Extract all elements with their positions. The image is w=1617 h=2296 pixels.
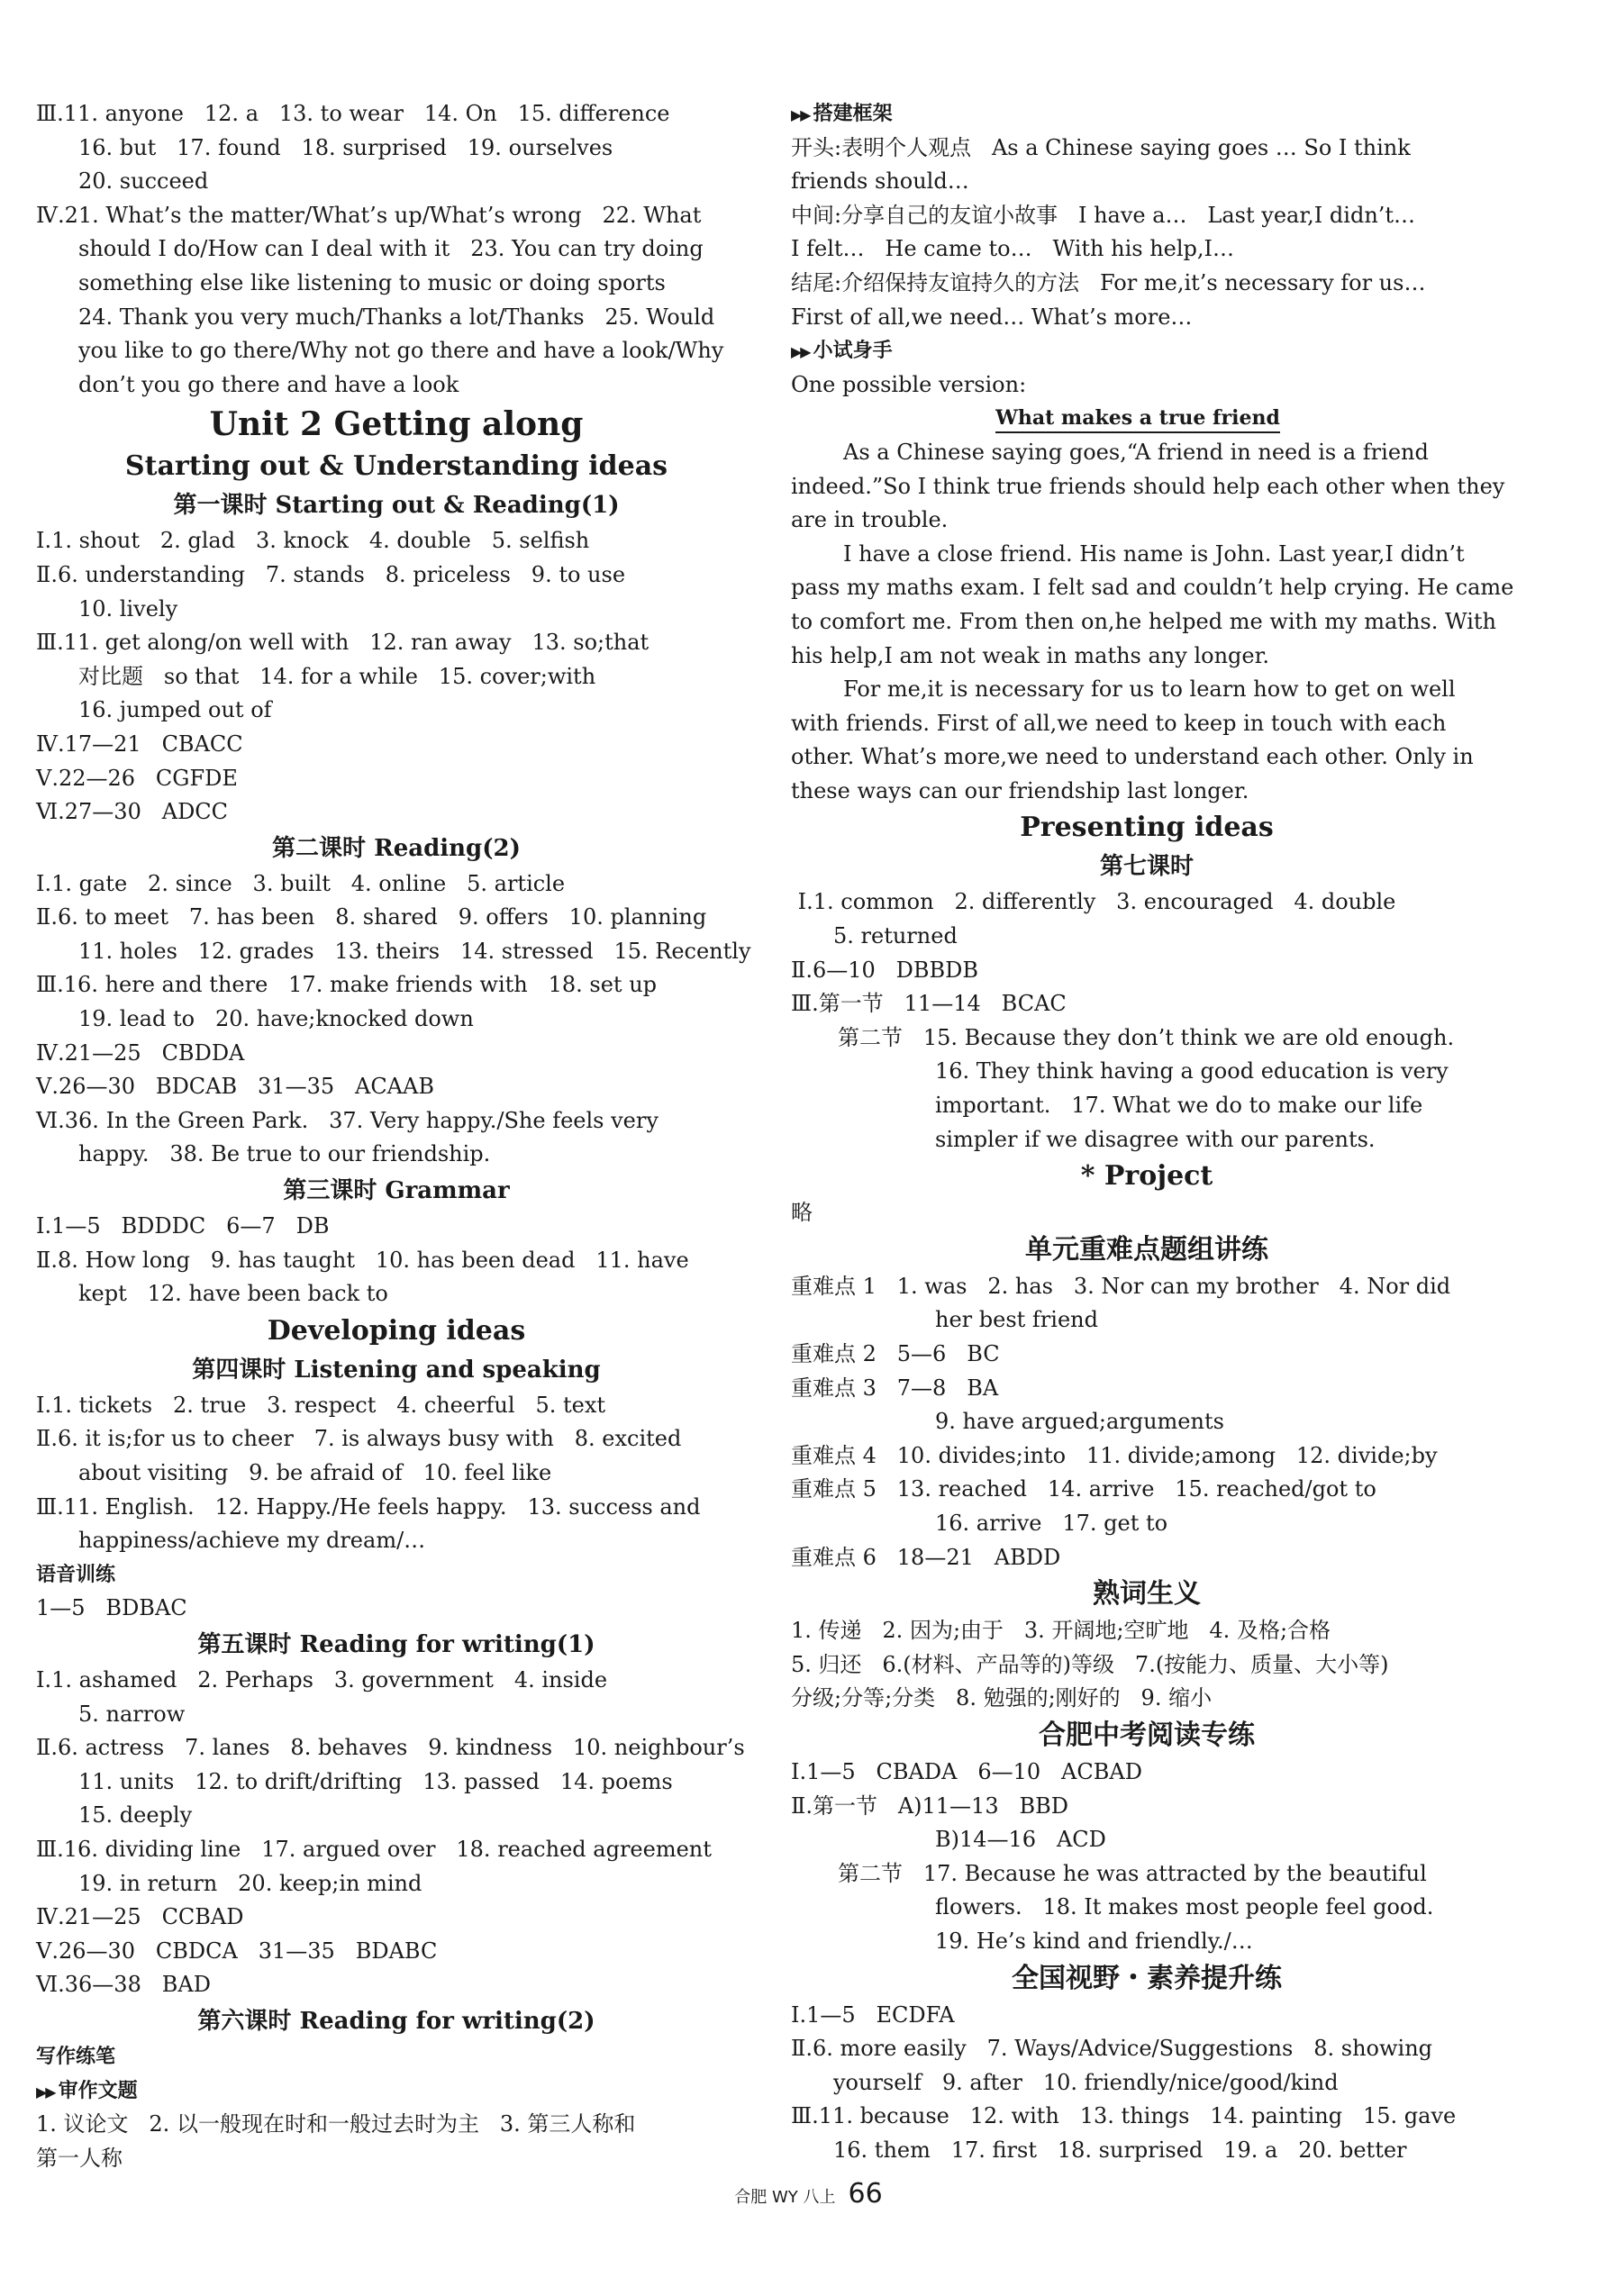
answer-line: 重难点 1 1. was 2. has 3. Nor can my brother 4. Nor did [791, 1273, 1451, 1299]
answer-line: 19. lead to 20. have;knocked down [78, 1006, 474, 1032]
answer-line: 19. He’s kind and friendly./… [935, 1928, 1253, 1954]
answer-line: Ⅱ.6. actress 7. lanes 8. behaves 9. kindness 10. neighbour’s [36, 1735, 745, 1761]
answer-line: I felt… He came to… With his help,I… [791, 236, 1235, 262]
answer-line: Ⅵ.36. In the Green Park. 37. Very happy./She feels very [36, 1107, 659, 1133]
answer-line: 结尾:介绍保持友谊持久的方法 For me,it’s necessary for us… [791, 269, 1426, 295]
answer-line: Ⅴ.22—26 CGFDE [36, 765, 238, 791]
answer-line: 1—5 BDBAC [36, 1595, 187, 1621]
answer-line: 16. They think having a good education is very [935, 1058, 1449, 1084]
answer-line: 16. but 17. found 18. surprised 19. ourselves [78, 134, 613, 160]
answer-line: 重难点 2 5—6 BC [791, 1341, 1000, 1366]
answer-line: 1. 议论文 2. 以一般现在时和一般过去时为主 3. 第三人称和 [36, 2111, 636, 2137]
answer-line: happiness/achieve my dream/… [78, 1528, 426, 1554]
answer-line: Ⅰ.1. gate 2. since 3. built 4. online 5. article [36, 870, 566, 896]
essay-title-text: What makes a true friend [995, 406, 1280, 433]
answer-line: For me,it is necessary for us to learn how to get on well [843, 676, 1456, 703]
subsection-heading-text: 审作文题 [58, 2079, 138, 2102]
answer-line: Ⅰ.1. tickets 2. true 3. respect 4. cheerful 5. text [36, 1392, 606, 1418]
answer-line: Ⅱ.6. to meet 7. has been 8. shared 9. offers 10. planning [36, 904, 707, 930]
answer-line: pass my maths exam. I felt sad and couldn’t help crying. He came [791, 575, 1514, 601]
answer-line: Ⅳ.21. What’s the matter/What’s up/What’s wrong 22. What [36, 202, 702, 228]
answer-line: yourself 9. after 10. friendly/nice/good/kind [833, 2069, 1339, 2095]
answer-line: First of all,we need… What’s more… [791, 304, 1193, 330]
answer-line: his help,I am not weak in maths any longer. [791, 642, 1270, 668]
answer-line: 10. lively [78, 595, 178, 622]
answer-line: Ⅱ.6. more easily 7. Ways/Advice/Suggestions 8. showing [791, 2036, 1433, 2062]
answer-line: you like to go there/Why not go there and have a look/Why [78, 338, 724, 364]
answer-line: 重难点 3 7—8 BA [791, 1375, 999, 1401]
unit-title: Unit 2 Getting along [209, 405, 584, 444]
answer-line: 16. arrive 17. get to [935, 1510, 1168, 1536]
answer-line: Ⅱ.6. understanding 7. stands 8. priceless 9. to use [36, 561, 626, 587]
answer-line: I have a close friend. His name is John. Last year,I didn’t [843, 540, 1465, 567]
lesson-title: 第七课时 [1099, 853, 1194, 881]
answer-line: other. What’s more,we need to understand each other. Only in [791, 744, 1474, 770]
subsection-heading-text: 小试身手 [813, 340, 893, 363]
answer-line: Ⅰ.1—5 BDDDC 6—7 DB [36, 1213, 330, 1239]
practice-heading: 语音训练 [36, 1563, 116, 1586]
lesson-title: 第二课时 Reading(2) [272, 834, 521, 862]
answer-line: 9. have argued;arguments [935, 1409, 1224, 1435]
subsection-heading [791, 334, 1503, 368]
answer-line: to comfort me. From then on,he helped me with my maths. With [791, 608, 1496, 634]
double-arrow-icon: ▶▶ [791, 343, 810, 361]
answer-line: flowers. 18. It makes most people feel good. [935, 1894, 1434, 1920]
answer-line: something else like listening to music or doing sports [78, 269, 666, 295]
section-title: 熟词生义 [1093, 1578, 1201, 1611]
answer-line: friends should… [791, 168, 969, 195]
subsection-heading [36, 2074, 757, 2109]
answer-line: indeed.”So I think true friends should help each other when they [791, 473, 1505, 499]
answer-line: 15. deeply [78, 1802, 193, 1829]
answer-line: As a Chinese saying goes,“A friend in need is a friend [843, 439, 1429, 465]
answer-line: 对比题 so that 14. for a while 15. cover;with [78, 663, 596, 689]
answer-line: Ⅴ.26—30 BDCAB 31—35 ACAAB [36, 1074, 434, 1100]
practice-heading: 写作练笔 [36, 2045, 116, 2068]
answer-line: 24. Thank you very much/Thanks a lot/Thanks 25. Would [78, 304, 715, 330]
answer-line: 分级;分等;分类 8. 勉强的;刚好的 9. 缩小 [791, 1685, 1213, 1711]
answer-line: 16. them 17. first 18. surprised 19. a 20. better [833, 2137, 1407, 2163]
answer-line: Ⅰ.1. common 2. differently 3. encouraged 4. double [791, 889, 1396, 915]
answer-line: 5. 归还 6.(材料、产品等的)等级 7.(按能力、质量、大小等) [791, 1651, 1389, 1677]
answer-line: Ⅱ.8. How long 9. has taught 10. has been dead 11. have [36, 1247, 689, 1273]
answer-line: should I do/How can I deal with it 23. You can try doing [78, 236, 704, 262]
page-number: 66 [848, 2178, 883, 2210]
answer-line: her best friend [935, 1307, 1098, 1333]
answer-line: Ⅱ.6. it is;for us to cheer 7. is always busy with 8. excited [36, 1426, 682, 1452]
answer-line: 第二节 15. Because they don’t think we are old enough. [838, 1024, 1455, 1050]
answer-line: Ⅱ.6—10 DBBDB [791, 957, 979, 983]
answer-line: these ways can our friendship last longer. [791, 777, 1249, 803]
lesson-title: 第五课时 Reading for writing(1) [197, 1630, 595, 1658]
answer-line: 1. 传递 2. 因为;由于 3. 开阔地;空旷地 4. 及格;合格 [791, 1618, 1331, 1644]
answer-line: 11. holes 12. grades 13. theirs 14. stressed 15. Recently [78, 938, 751, 964]
answer-line: about visiting 9. be afraid of 10. feel like [78, 1460, 552, 1485]
right-column [791, 97, 1514, 2167]
answer-line: Ⅱ.第一节 A)11—13 BBD [791, 1792, 1069, 1819]
section-title: Developing ideas [267, 1314, 526, 1347]
subsection-heading-text: 搭建框架 [813, 103, 893, 125]
answer-line: 重难点 6 18—21 ABDD [791, 1544, 1061, 1570]
answer-line: Ⅰ.1—5 CBADA 6—10 ACBAD [791, 1758, 1142, 1784]
section-title: 单元重难点题组讲练 [1025, 1233, 1268, 1266]
footer-label: 合肥 WY 八上 [734, 2188, 836, 2207]
answer-line: Ⅲ.16. here and there 17. make friends with 18. set up [36, 972, 658, 998]
section-title: 合肥中考阅读专练 [1039, 1719, 1255, 1751]
answer-line: Ⅳ.21—25 CCBAD [36, 1904, 244, 1930]
double-arrow-icon: ▶▶ [791, 106, 810, 123]
answer-line: 重难点 4 10. divides;into 11. divide;among 12. divide;by [791, 1442, 1438, 1468]
answer-line: One possible version: [791, 371, 1027, 397]
page-footer [0, 2178, 1617, 2210]
answer-line: Ⅰ.1. shout 2. glad 3. knock 4. double 5. selfish [36, 528, 590, 554]
answer-line: happy. 38. Be true to our friendship. [78, 1141, 491, 1167]
left-column [36, 97, 757, 2175]
answer-line: simpler if we disagree with our parents. [935, 1126, 1376, 1152]
answer-line: 20. succeed [78, 168, 209, 195]
answer-line: 11. units 12. to drift/drifting 13. passed 14. poems [78, 1768, 673, 1794]
answer-line: 重难点 5 13. reached 14. arrive 15. reached/got to [791, 1476, 1376, 1502]
answer-line: 5. returned [833, 923, 958, 949]
lesson-title: 第六课时 Reading for writing(2) [197, 2007, 595, 2035]
answer-line: 开头:表明个人观点 As a Chinese saying goes … So I think [791, 134, 1411, 160]
answer-line: 中间:分享自己的友谊小故事 I have a… Last year,I didn’t… [791, 202, 1416, 228]
answer-line: 第一人称 [36, 2145, 123, 2171]
answer-line: Ⅴ.26—30 CBDCA 31—35 BDABC [36, 1938, 438, 1964]
answer-line: 第二节 17. Because he was attracted by the beautiful [838, 1860, 1427, 1886]
answer-line: Ⅲ.16. dividing line 17. argued over 18. reached agreement [36, 1836, 712, 1862]
section-title: 全国视野・素养提升练 [1012, 1962, 1282, 1994]
answer-line: Ⅵ.36—38 BAD [36, 1972, 211, 1998]
answer-line: important. 17. What we do to make our life [935, 1093, 1423, 1119]
section-title: * Project [1080, 1160, 1213, 1193]
answer-line: Ⅵ.27—30 ADCC [36, 799, 229, 825]
answer-line: don’t you go there and have a look [78, 371, 459, 397]
answer-line: Ⅲ.11. get along/on well with 12. ran away 13. so;that [36, 630, 650, 656]
answer-line: 16. jumped out of [78, 697, 272, 723]
answer-line: Ⅳ.17—21 CBACC [36, 731, 243, 757]
lesson-title: 第一课时 Starting out & Reading(1) [173, 492, 620, 520]
answer-line: 略 [791, 1200, 813, 1226]
answer-line: B)14—16 ACD [935, 1827, 1106, 1853]
section-title: Presenting ideas [1020, 812, 1274, 844]
answer-line: kept 12. have been back to [78, 1281, 388, 1307]
lesson-title: 第四课时 Listening and speaking [192, 1356, 601, 1384]
answer-line: Ⅳ.21—25 CBDDA [36, 1039, 245, 1066]
subsection-heading [791, 97, 1503, 132]
answer-line: Ⅰ.1. ashamed 2. Perhaps 3. government 4. inside [36, 1666, 608, 1693]
answer-line: are in trouble. [791, 507, 949, 533]
answer-line: Ⅰ.1—5 ECDFA [791, 2001, 955, 2028]
answer-line: 19. in return 20. keep;in mind [78, 1870, 422, 1896]
answer-line: Ⅲ.11. anyone 12. a 13. to wear 14. On 15. difference [36, 101, 670, 126]
answer-line: Ⅲ.11. English. 12. Happy./He feels happy. 13. success and [36, 1493, 701, 1520]
double-arrow-icon: ▶▶ [36, 2083, 55, 2101]
section-title: Starting out & Understanding ideas [124, 450, 668, 483]
essay-title [791, 402, 1503, 436]
lesson-title: 第三课时 Grammar [283, 1177, 510, 1205]
answer-line: with friends. First of all,we need to keep in touch with each [791, 710, 1447, 736]
answer-line: Ⅲ.11. because 12. with 13. things 14. painting 15. gave [791, 2103, 1457, 2129]
answer-line: Ⅲ.第一节 11—14 BCAC [791, 991, 1067, 1017]
answer-line: 5. narrow [78, 1701, 186, 1727]
